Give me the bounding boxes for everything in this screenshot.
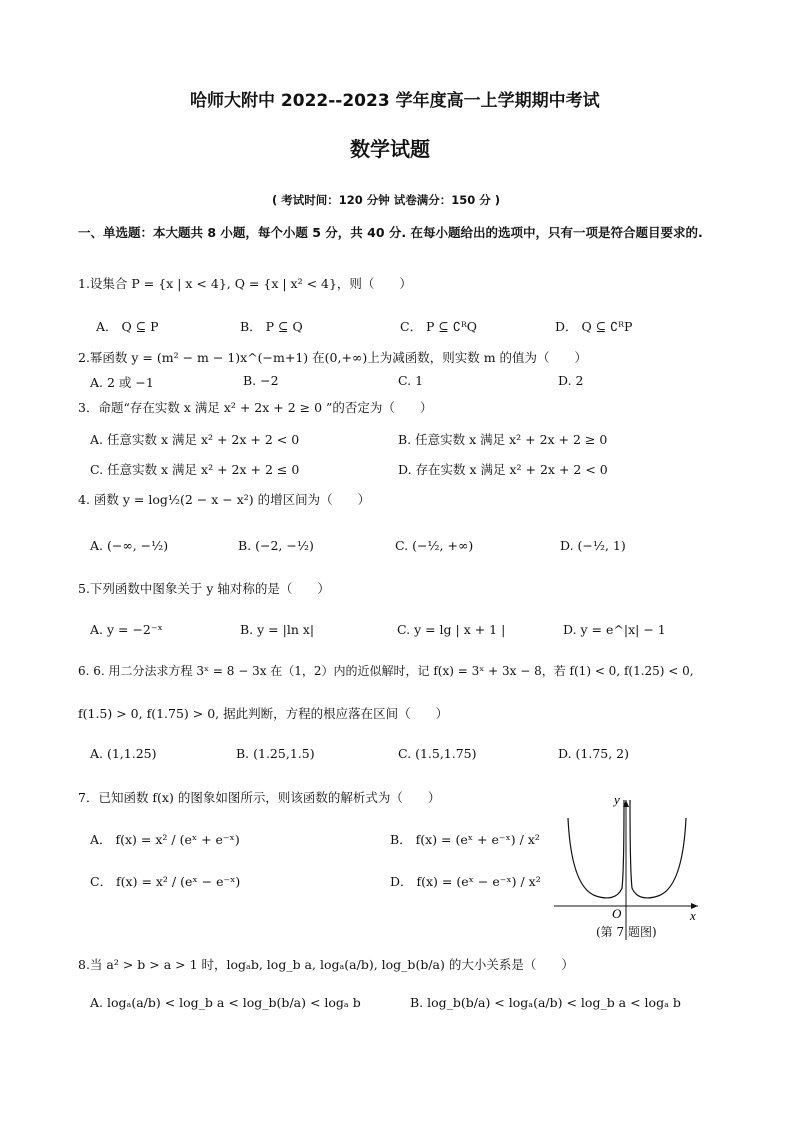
- question-6-stem: 6. 6. 用二分法求方程 3ˣ = 8 − 3x 在（1，2）内的近似解时，记 f(x) = 3ˣ + 3x − 8，若 f(1) < 0, f(1.25) < 0,: [78, 664, 694, 678]
- question-1-option-d: D． Q ⊆ ∁ᴿP: [555, 319, 633, 334]
- graph-caption: (第 7 题图): [596, 925, 657, 939]
- curve-left-branch: [568, 800, 624, 898]
- question-5-stem: 5.下列函数中图象关于 y 轴对称的是（ ）: [78, 581, 330, 596]
- question-2-option-b: B. −2: [243, 373, 279, 388]
- question-8-stem: 8.当 a² > b > a > 1 时，logₐb, log_b a, logₐ(a/b), log_b(b/a) 的大小关系是（ ）: [78, 957, 574, 972]
- curve-right-branch: [630, 800, 686, 898]
- question-7-option-d: D． f(x) = (eˣ − e⁻ˣ) / x²: [390, 874, 541, 889]
- exam-subtitle: 数学试题: [350, 137, 430, 161]
- question-3-option-b: B. 任意实数 x 满足 x² + 2x + 2 ≥ 0: [398, 432, 608, 447]
- question-4-option-b: B. (−2, −½): [238, 538, 314, 553]
- question-8-option-b: B. log_b(b/a) < logₐ(a/b) < log_b a < logₐ b: [410, 995, 681, 1010]
- question-3-option-c: C. 任意实数 x 满足 x² + 2x + 2 ≤ 0: [90, 462, 300, 477]
- question-2-option-d: D. 2: [558, 373, 584, 388]
- question-3-option-a: A. 任意实数 x 满足 x² + 2x + 2 < 0: [90, 432, 300, 447]
- question-1-stem: 1.设集合 P = {x | x < 4}, Q = {x | x² < 4}，则（ ）: [78, 276, 412, 291]
- question-4-option-a: A. (−∞, −½): [90, 538, 169, 553]
- question-8-option-a: A. logₐ(a/b) < log_b a < log_b(b/a) < logₐ b: [90, 995, 361, 1010]
- question-1-option-c: C． P ⊆ ∁ᴿQ: [400, 319, 477, 334]
- question-5-option-b: B. y = |ln x|: [240, 622, 315, 637]
- question-6-stem-continued: f(1.5) > 0, f(1.75) > 0, 据此判断，方程的根应落在区间（ ）: [78, 706, 449, 721]
- question-6-option-d: D. (1.75, 2): [558, 746, 630, 761]
- section-heading: 一、单选题：本大题共 8 小题，每个小题 5 分，共 40 分. 在每小题给出的选项中，只有一项是符合题目要求的.: [78, 225, 703, 240]
- y-axis-label: y: [614, 792, 620, 807]
- question-3-stem: 3．命题“存在实数 x 满足 x² + 2x + 2 ≥ 0 ”的否定为（ ）: [78, 400, 433, 415]
- question-7-option-c: C． f(x) = x² / (eˣ − e⁻ˣ): [90, 874, 241, 889]
- question-4-stem: 4. 函数 y = log½(2 − x − x²) 的增区间为（ ）: [78, 492, 371, 507]
- question-5-option-d: D. y = e^|x| − 1: [563, 622, 666, 637]
- x-axis-label: x: [690, 908, 696, 923]
- question-6-option-c: C. (1.5,1.75): [398, 746, 477, 761]
- question-2-option-a: A. 2 或 −1: [90, 375, 154, 390]
- question-2-option-c: C. 1: [398, 373, 424, 388]
- function-graph: [548, 790, 708, 945]
- question-7-option-b: B． f(x) = (eˣ + e⁻ˣ) / x²: [390, 832, 540, 847]
- question-7-stem: 7．已知函数 f(x) 的图象如图所示，则该函数的解析式为（ ）: [78, 790, 441, 805]
- exam-title: 哈师大附中 2022--2023 学年度高一上学期期中考试: [190, 91, 600, 111]
- exam-meta: ( 考试时间：120 分钟 试卷满分：150 分 ): [272, 193, 501, 207]
- question-4-option-c: C. (−½, +∞): [395, 538, 474, 553]
- origin-label: O: [612, 906, 622, 921]
- question-6-option-b: B. (1.25,1.5): [236, 746, 315, 761]
- question-4-option-d: D. (−½, 1): [560, 538, 626, 553]
- question-7-option-a: A． f(x) = x² / (eˣ + e⁻ˣ): [90, 832, 240, 847]
- question-3-option-d: D. 存在实数 x 满足 x² + 2x + 2 < 0: [398, 462, 608, 477]
- question-2-stem: 2.幂函数 y = (m² − m − 1)x^(−m+1) 在(0,+∞)上为减函数，则实数 m 的值为（ ）: [78, 350, 588, 365]
- question-6-option-a: A. (1,1.25): [90, 746, 157, 761]
- question-1-option-a: A． Q ⊆ P: [96, 319, 159, 334]
- question-5-option-a: A. y = −2⁻ˣ: [90, 622, 163, 637]
- question-5-option-c: C. y = lg | x + 1 |: [397, 622, 506, 637]
- question-1-option-b: B． P ⊆ Q: [240, 319, 303, 334]
